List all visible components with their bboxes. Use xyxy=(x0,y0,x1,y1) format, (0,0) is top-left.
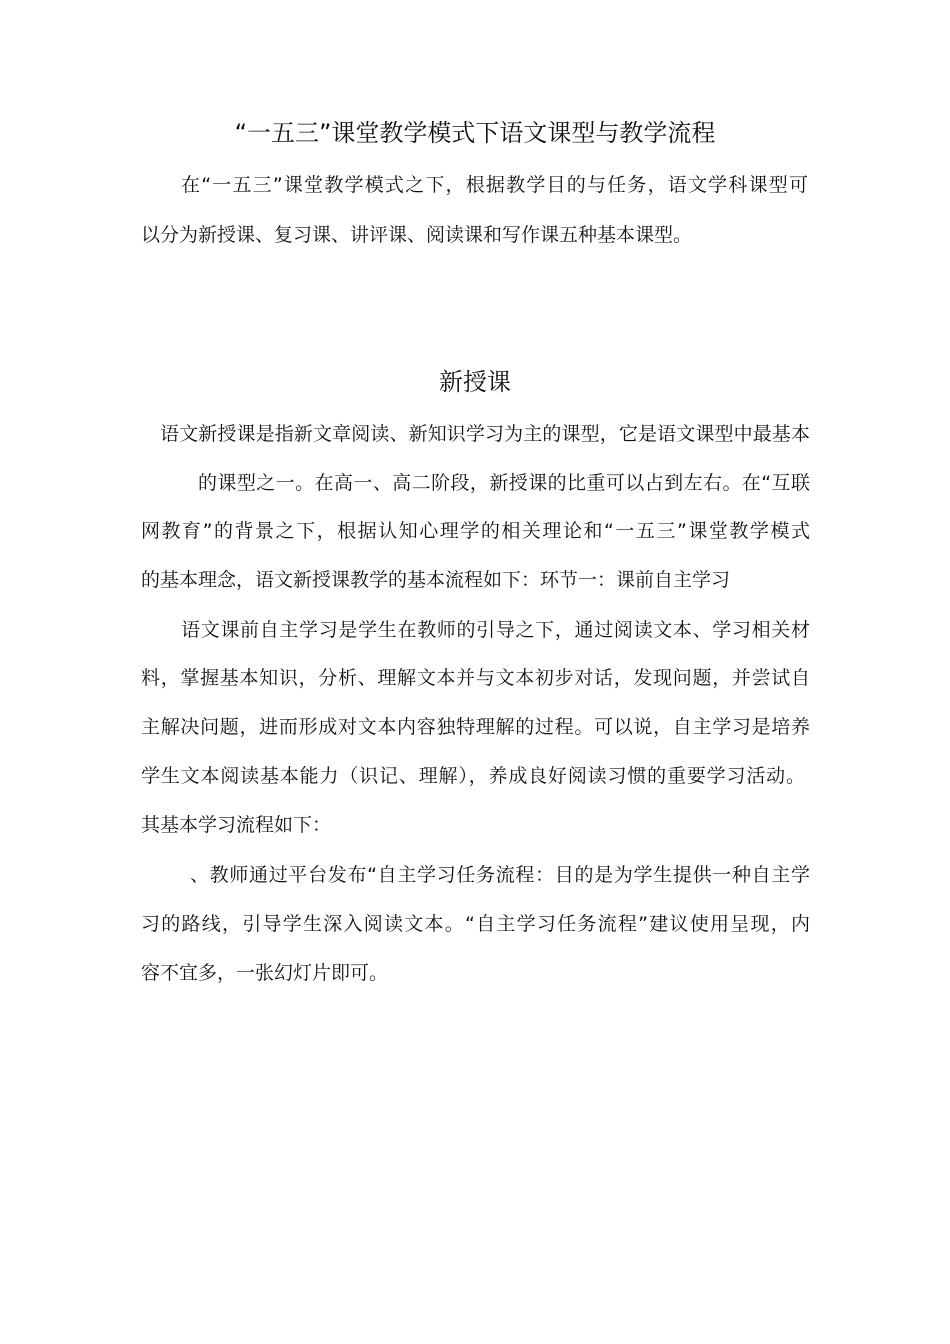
para1-line-2: 的课型之一。在高一、高二阶段，新授课的比重可以占到左右。在“互联 xyxy=(198,472,810,494)
para1-line-1: 语文新授课是指新文章阅读、新知识学习为主的课型，它是语文课型中最基本 xyxy=(160,423,810,445)
para2-line-4: 学生文本阅读基本能力（识记、理解），养成良好阅读习惯的重要学习活动。 xyxy=(141,765,805,787)
para2-line-5: 其基本学习流程如下： xyxy=(141,814,332,836)
intro-line-2: 以分为新授课、复习课、讲评课、阅读课和写作课五种基本课型。 xyxy=(141,224,693,246)
para2-line-1: 语文课前自主学习是学生在教师的引导之下，通过阅读文本、学习相关材 xyxy=(181,619,810,641)
para1-line-4: 的基本理念，语文新授课教学的基本流程如下：环节一：课前自主学习 xyxy=(141,569,731,591)
document-title: “一五三”课堂教学模式下语文课型与教学流程 xyxy=(234,119,716,147)
para3-line-2: 习的路线，引导学生深入阅读文本。“自主学习任务流程”建议使用呈现，内 xyxy=(141,913,810,935)
para2-line-3: 主解决问题，进而形成对文本内容独特理解的过程。可以说，自主学习是培养 xyxy=(141,716,810,738)
section-title: 新授课 xyxy=(439,368,511,396)
para3-line-1: 、教师通过平台发布“自主学习任务流程：目的是为学生提供一种自主学 xyxy=(190,864,810,886)
para3-line-3: 容不宜多，一张幻灯片即可。 xyxy=(141,962,389,984)
intro-line-1: 在“一五三”课堂教学模式之下，根据教学目的与任务，语文学科课型可 xyxy=(181,174,808,196)
para1-line-3: 网教育”的背景之下，根据认知心理学的相关理论和“一五三”课堂教学模式 xyxy=(141,520,810,542)
para2-line-2: 料，掌握基本知识，分析、理解文本并与文本初步对话，发现问题，并尝试自 xyxy=(141,667,810,689)
